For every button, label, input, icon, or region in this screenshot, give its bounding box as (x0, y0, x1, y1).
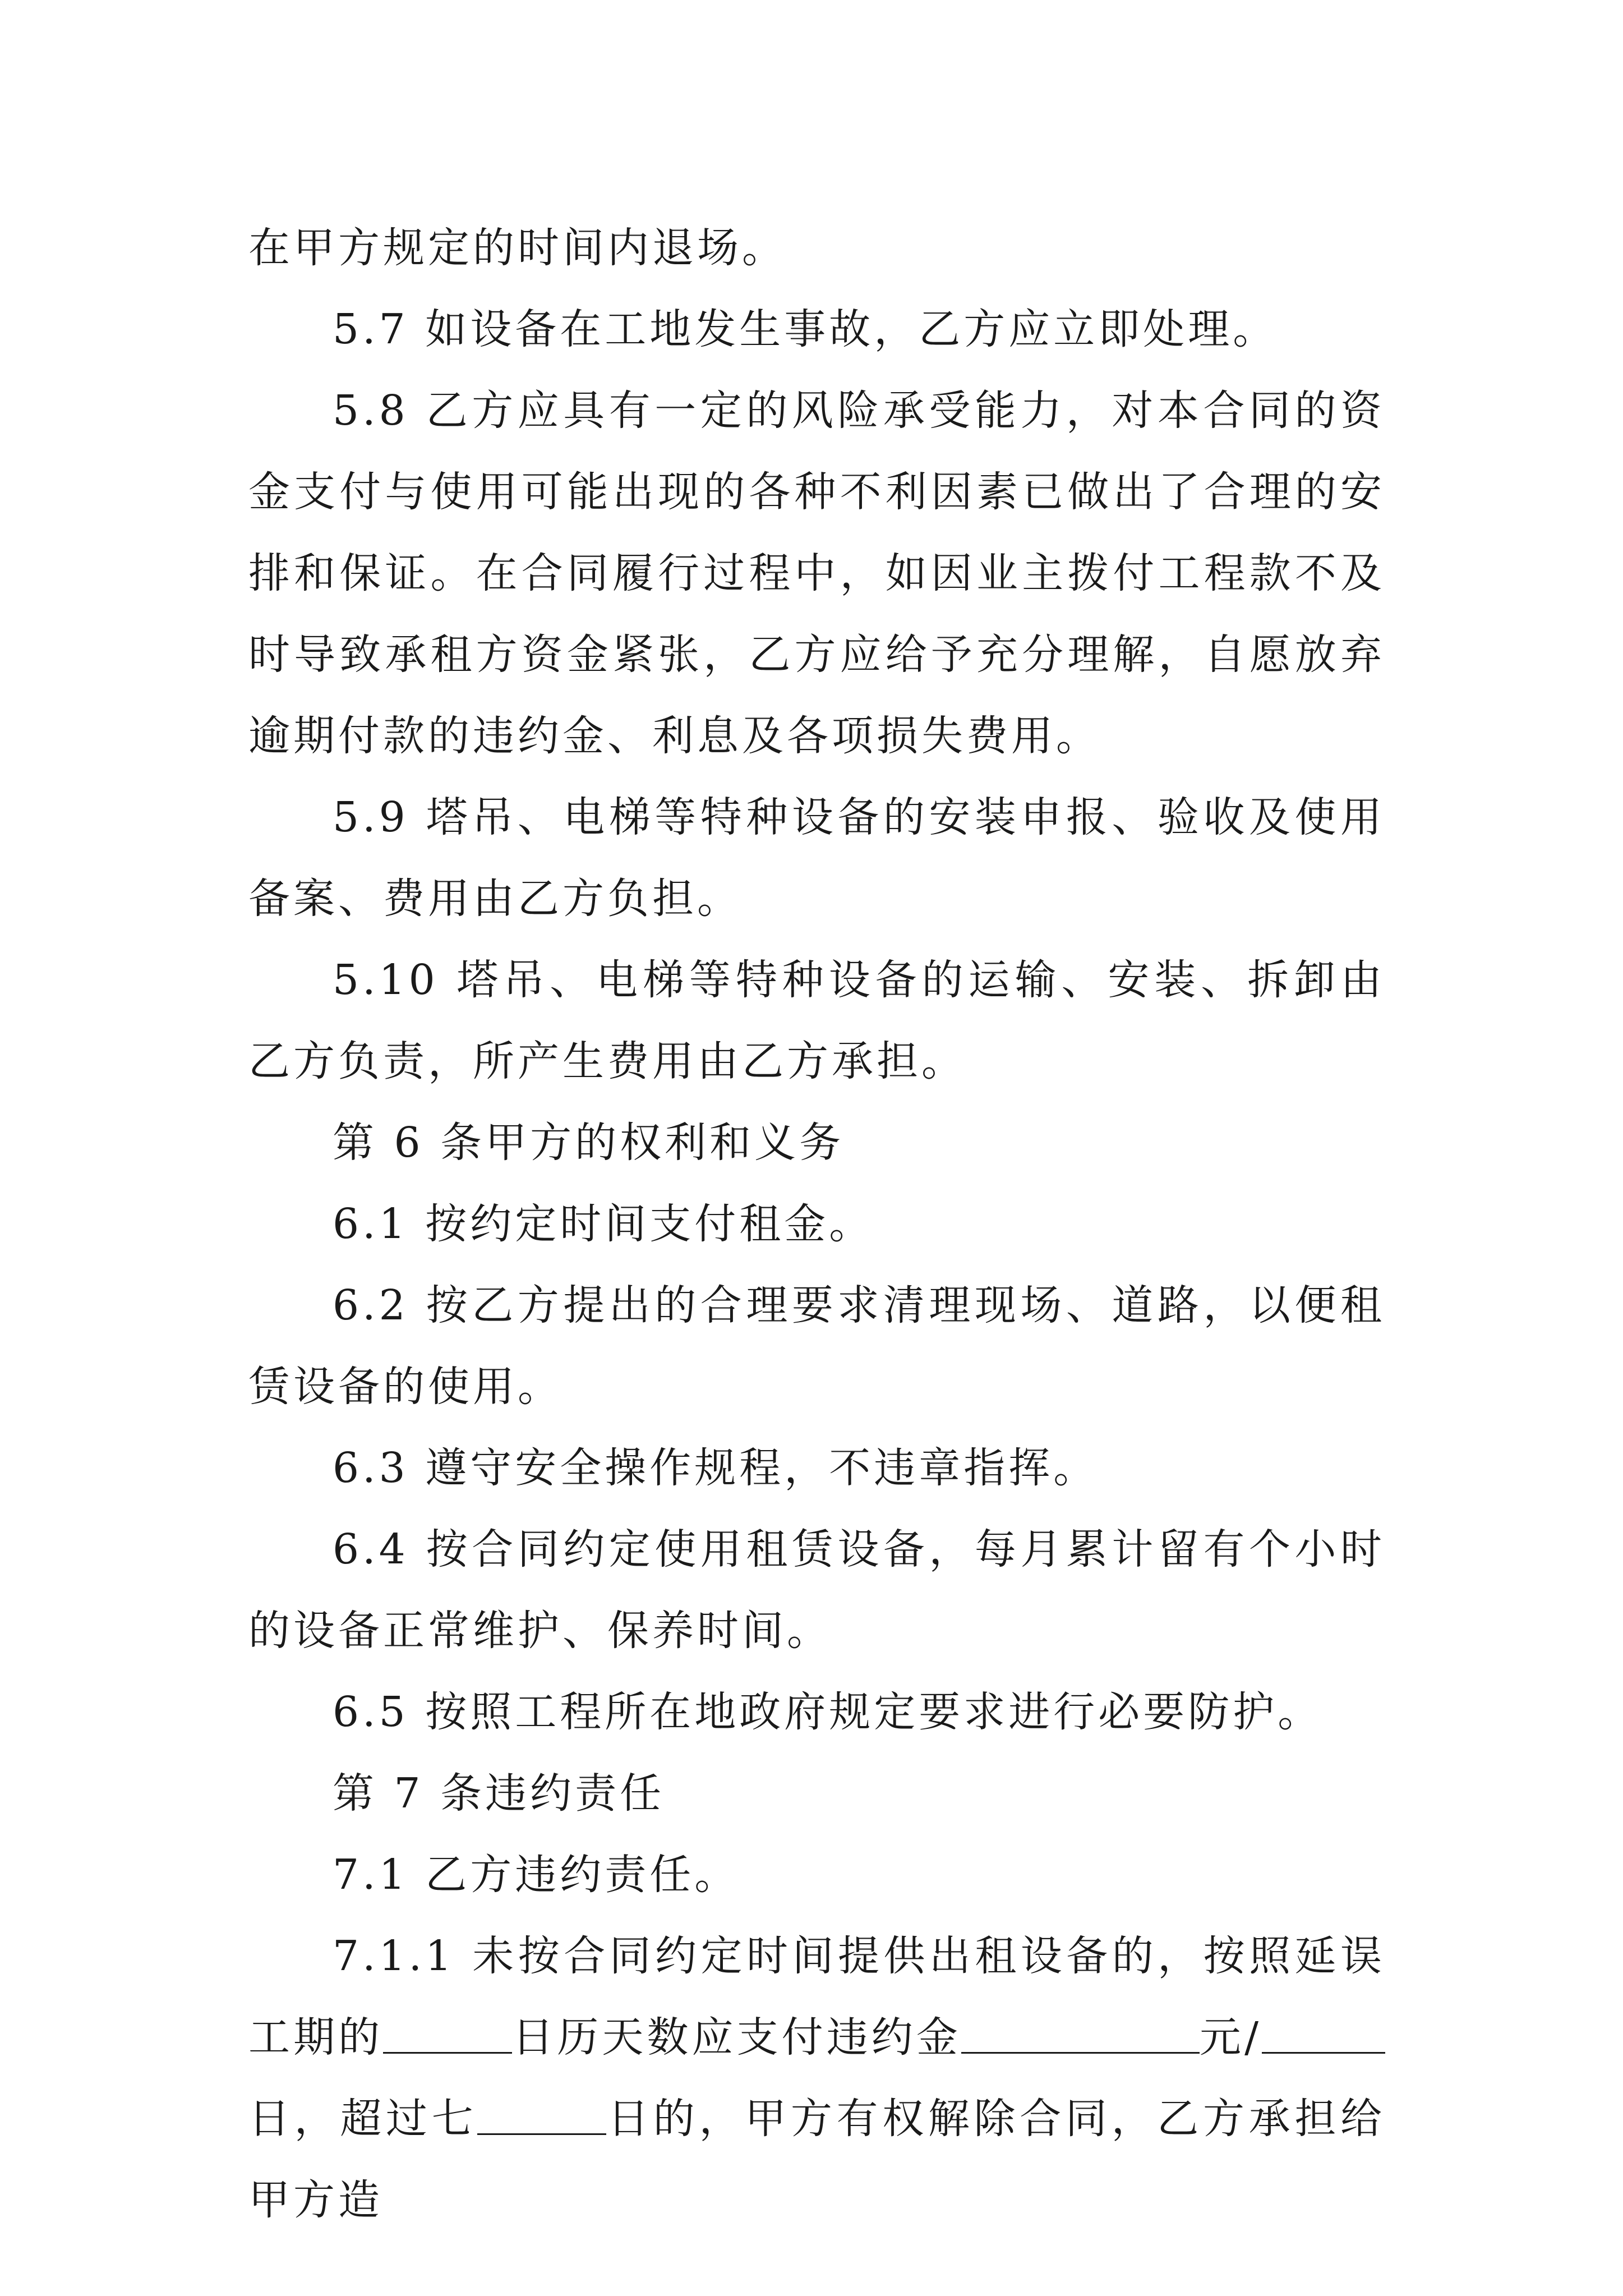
paragraph-clause-6-1: 6.1 按约定时间支付租金。 (333, 1200, 874, 1248)
paragraph-clause-5-7: 5.7 如设备在工地发生事故，乙方应立即处理。 (333, 305, 1278, 353)
clause-7-1-1-text-part5: 日的，甲方有权解除合同，乙方承担给甲方造 (248, 2095, 1386, 2224)
paragraph-clause-5-10: 5.10 塔吊、电梯等特种设备的运输、安装、拆卸由乙方负责，所产生费用由乙方承担。 (248, 956, 1385, 1085)
section-heading-article-7: 第 7 条违约责任 (333, 1769, 665, 1818)
clause-7-1-1-text-part3: 元/ (1199, 2013, 1262, 2062)
fill-blank-delay-period[interactable] (383, 2017, 512, 2054)
fill-blank-exceed-days[interactable] (477, 2099, 606, 2135)
paragraph-clause-continuation: 在甲方规定的时间内退场。 (248, 224, 787, 272)
clause-7-1-1-text-part4: 日，超过七 (248, 2095, 478, 2143)
paragraph-clause-5-8: 5.8 乙方应具有一定的风险承受能力，对本合同的资金支付与使用可能出现的各种不利因素已做出了合理的安排和保证。在合同履行过程中，如因业主拨付工程款不及时导致承租方资金紧张，乙方应给予充分理解，自愿放弃逾期付款的违约金、利息及各项损失费用。 (248, 386, 1385, 760)
fill-blank-penalty-amount[interactable] (961, 2017, 1200, 2054)
fill-blank-per-day[interactable] (1262, 2017, 1385, 2054)
paragraph-clause-7-1-1 (248, 1916, 1385, 2241)
paragraph-clause-7-1: 7.1 乙方违约责任。 (333, 1851, 740, 1899)
paragraph-clause-6-2: 6.2 按乙方提出的合理要求清理现场、道路，以便租赁设备的使用。 (248, 1281, 1385, 1411)
clause-7-1-1-text-part2: 日历天数应支付违约金 (512, 2013, 961, 2062)
paragraph-clause-5-9: 5.9 塔吊、电梯等特种设备的安装申报、验收及使用备案、费用由乙方负担。 (248, 793, 1385, 923)
clause-7-1-1-text-part1: 7.1.1 未按合同约定时间提供出租设备的，按照延误工期的 (248, 1932, 1385, 2062)
section-heading-article-6: 第 6 条甲方的权利和义务 (333, 1119, 845, 1167)
paragraph-clause-6-3: 6.3 遵守安全操作规程，不违章指挥。 (333, 1444, 1099, 1492)
document-page (248, 208, 1385, 2241)
paragraph-clause-6-5: 6.5 按照工程所在地政府规定要求进行必要防护。 (333, 1688, 1323, 1736)
paragraph-clause-6-4: 6.4 按合同约定使用租赁设备，每月累计留有个小时的设备正常维护、保养时间。 (248, 1525, 1385, 1655)
